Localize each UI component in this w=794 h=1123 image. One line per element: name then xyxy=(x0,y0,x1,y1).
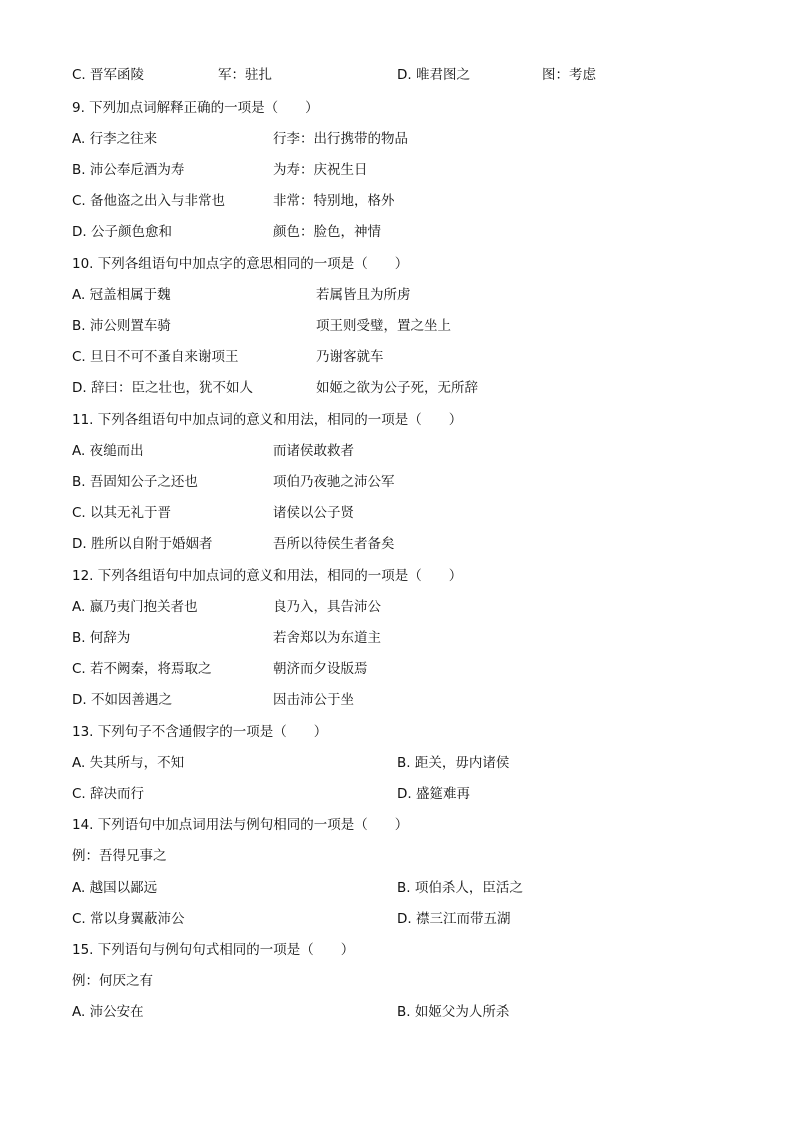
q14-stem: 14. 下列语句中加点词用法与例句相同的一项是（ ） xyxy=(72,817,409,833)
q11-stem: 11. 下列各组语句中加点词的意义和用法，相同的一项是（ ） xyxy=(72,412,463,428)
q12-option-a-left: A. 嬴乃夷门抱关者也 xyxy=(72,599,198,615)
q15-option-b: B. 如姬父为人所杀 xyxy=(397,1004,510,1020)
q11-option-a-left: A. 夜缒而出 xyxy=(72,443,144,459)
q10-option-d-right: 如姬之欲为公子死，无所辞 xyxy=(316,380,478,396)
q9-option-c-right: 非常：特别地，格外 xyxy=(273,193,395,209)
q9-option-a-left: A. 行李之往来 xyxy=(72,131,158,147)
q9-option-d-left: D. 公子颜色愈和 xyxy=(72,224,172,240)
q12-option-b-left: B. 何辞为 xyxy=(72,630,131,646)
q10-option-c-right: 乃谢客就车 xyxy=(316,349,384,365)
q9-option-a-right: 行李：出行携带的物品 xyxy=(273,131,408,147)
q14-example: 例：吾得兄事之 xyxy=(72,848,167,864)
q15-stem: 15. 下列语句与例句句式相同的一项是（ ） xyxy=(72,942,355,958)
q13-option-d: D. 盛筵难再 xyxy=(397,786,470,802)
q10-option-d-left: D. 辞曰：臣之壮也，犹不如人 xyxy=(72,380,253,396)
q10-option-a-right: 若属皆且为所虏 xyxy=(316,287,411,303)
q15-option-a: A. 沛公安在 xyxy=(72,1004,144,1020)
q11-option-a-right: 而诸侯敢救者 xyxy=(273,443,354,459)
q11-option-d-right: 吾所以待侯生者备矣 xyxy=(273,536,395,552)
q10-option-a-left: A. 冠盖相属于魏 xyxy=(72,287,171,303)
q10-option-c-left: C. 旦日不可不蚤自来谢项王 xyxy=(72,349,239,365)
q9-option-d-right: 颜色：脸色，神情 xyxy=(273,224,381,240)
q14-option-b: B. 项伯杀人，臣活之 xyxy=(397,880,523,896)
q10-stem: 10. 下列各组语句中加点字的意思相同的一项是（ ） xyxy=(72,256,409,272)
q12-option-a-right: 良乃入，具告沛公 xyxy=(273,599,381,615)
q11-option-c-right: 诸侯以公子贤 xyxy=(273,505,354,521)
q10-option-b-left: B. 沛公则置车骑 xyxy=(72,318,171,334)
q11-option-c-left: C. 以其无礼于晋 xyxy=(72,505,172,521)
q9-option-c-left: C. 备他盗之出入与非常也 xyxy=(72,193,226,209)
q15-example: 例：何厌之有 xyxy=(72,973,153,989)
q11-option-d-left: D. 胜所以自附于婚姻者 xyxy=(72,536,213,552)
q12-stem: 12. 下列各组语句中加点词的意义和用法，相同的一项是（ ） xyxy=(72,568,463,584)
q14-option-c: C. 常以身翼蔽沛公 xyxy=(72,911,185,927)
q10-option-b-right: 项王则受璧，置之坐上 xyxy=(316,318,451,334)
q13-stem: 13. 下列句子不含通假字的一项是（ ） xyxy=(72,724,328,740)
q9-option-b-left: B. 沛公奉卮酒为寿 xyxy=(72,162,185,178)
q13-option-b: B. 距关，毋内诸侯 xyxy=(397,755,510,771)
q13-option-a: A. 失其所与，不知 xyxy=(72,755,185,771)
q14-option-a: A. 越国以鄙远 xyxy=(72,880,158,896)
q13-option-c: C. 辞决而行 xyxy=(72,786,145,802)
q12-option-c-right: 朝济而夕设版焉 xyxy=(273,661,368,677)
q12-option-d-right: 因击沛公于坐 xyxy=(273,692,354,708)
q8-option-c-right: 军：驻扎 xyxy=(218,67,272,83)
q8-option-c-left: C. 晋军函陵 xyxy=(72,67,145,83)
q11-option-b-left: B. 吾固知公子之还也 xyxy=(72,474,198,490)
q9-option-b-right: 为寿：庆祝生日 xyxy=(273,162,368,178)
q8-option-d-left: D. 唯君图之 xyxy=(397,67,470,83)
q14-option-d: D. 襟三江而带五湖 xyxy=(397,911,511,927)
q12-option-d-left: D. 不如因善遇之 xyxy=(72,692,172,708)
q9-stem: 9. 下列加点词解释正确的一项是（ ） xyxy=(72,100,319,116)
q11-option-b-right: 项伯乃夜驰之沛公军 xyxy=(273,474,395,490)
q8-option-d-right: 图：考虑 xyxy=(542,67,596,83)
q12-option-b-right: 若舍郑以为东道主 xyxy=(273,630,381,646)
q12-option-c-left: C. 若不阙秦，将焉取之 xyxy=(72,661,212,677)
